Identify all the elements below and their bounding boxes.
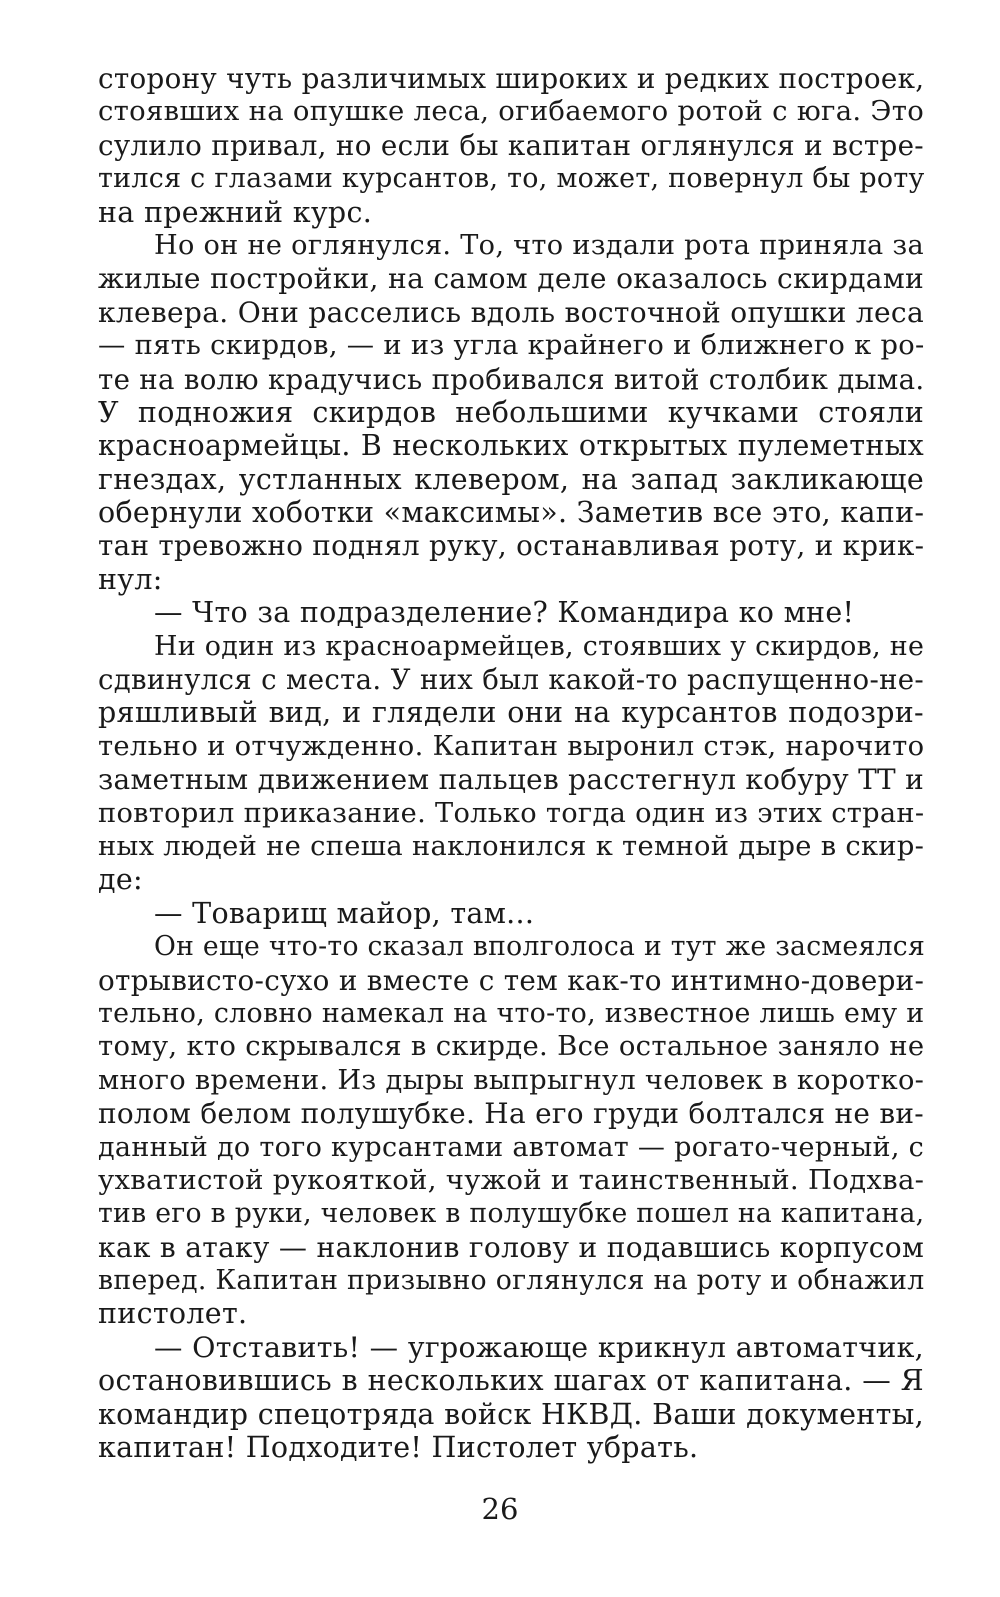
text-line: — Отставить! — угрожающе крикнул автоматчик, — [154, 1330, 924, 1364]
text-line: тив его в руки, человек в полушубке пошел на капитана, — [98, 1198, 925, 1230]
text-line: жилые постройки, на самом деле оказалось скирдами — [98, 262, 924, 296]
text-line: тельно, словно намекал на что-то, известное лишь ему и — [98, 997, 925, 1029]
text-line: стоявших на опушке леса, огибаемого ротой с юга. Это — [98, 96, 925, 128]
text-line: нул: — [98, 562, 163, 596]
text-line: Ни один из красноармейцев, стоявших у скирдов, не — [154, 630, 925, 662]
text-line: тельно и отчужденно. Капитан выронил стэк, нарочито — [98, 730, 925, 762]
text-line: Но он не оглянулся. То, что издали рота приняла за — [154, 229, 924, 261]
text-line: — Что за подразделение? Командира ко мне! — [154, 596, 855, 630]
text-line: капитан! Подходите! Пистолет убрать. — [98, 1431, 699, 1465]
text-line: повторил приказание. Только тогда один из этих стран- — [98, 797, 925, 829]
text-line: сторону чуть различимых широких и редких построек, — [98, 62, 925, 95]
text-line: де: — [98, 863, 143, 897]
text-line: полом белом полушубке. На его груди болтался не ви- — [98, 1097, 924, 1131]
text-line: тился с глазами курсантов, то, может, повернул бы роту — [98, 163, 925, 195]
text-line: вперед. Капитан призывно оглянулся на роту и обнажил — [98, 1265, 925, 1297]
book-page-text — [98, 62, 924, 1464]
text-line: отрывисто-сухо и вместе с тем как-то интимно-довери- — [98, 963, 925, 997]
text-line: командир спецотряда войск НКВД. Ваши документы, — [98, 1397, 924, 1431]
page-number: 26 — [481, 1492, 519, 1526]
text-line: обернули хоботки «максимы». Заметив все это, капи- — [98, 496, 925, 530]
text-line: тому, кто скрывался в скирде. Все остальное заняло не — [98, 1031, 925, 1063]
text-line: пистолет. — [98, 1297, 248, 1331]
text-line: заметным движением пальцев расстегнул кобуру ТТ и — [98, 763, 925, 797]
text-line: ухватистой рукояткой, чужой и таинственный. Подхва- — [98, 1163, 925, 1196]
text-line: красноармейцы. В нескольких открытых пулеметных — [98, 429, 924, 463]
text-line: тан тревожно поднял руку, останавливая роту, и крик- — [98, 529, 925, 563]
text-line: У подножия скирдов небольшими кучками стояли — [98, 395, 924, 429]
text-line: ных людей не спеша наклонился к темной дыре в скир- — [98, 830, 925, 862]
text-line: как в атаку — наклонив голову и подавшись корпусом — [98, 1230, 925, 1264]
text-line: остановившись в нескольких шагах от капитана. — Я — [98, 1364, 924, 1398]
text-line: — Товарищ майор, там... — [154, 896, 535, 930]
text-line: на прежний курс. — [98, 195, 373, 229]
text-line: много времени. Из дыры выпрыгнул человек в коротко- — [98, 1064, 925, 1096]
text-line: сулило привал, но если бы капитан оглянулся и встре- — [98, 128, 924, 162]
text-line: ряшливый вид, и глядели они на курсантов подозри- — [98, 696, 924, 730]
text-line: клевера. Они расселись вдоль восточной опушки леса — [98, 295, 924, 329]
text-line: данный до того курсантами автомат — рогато-черный, с — [98, 1131, 925, 1163]
text-line: сдвинулся с места. У них был какой-то распущенно-не- — [98, 663, 924, 697]
text-line: — пять скирдов, — и из угла крайнего и ближнего к ро- — [98, 330, 925, 362]
text-line: Он еще что-то сказал вполголоса и тут же засмеялся — [154, 931, 926, 963]
text-line: те на волю крадучись пробивался витой столбик дыма. — [98, 362, 925, 396]
text-line: гнездах, устланных клевером, на запад закликающе — [98, 462, 924, 496]
